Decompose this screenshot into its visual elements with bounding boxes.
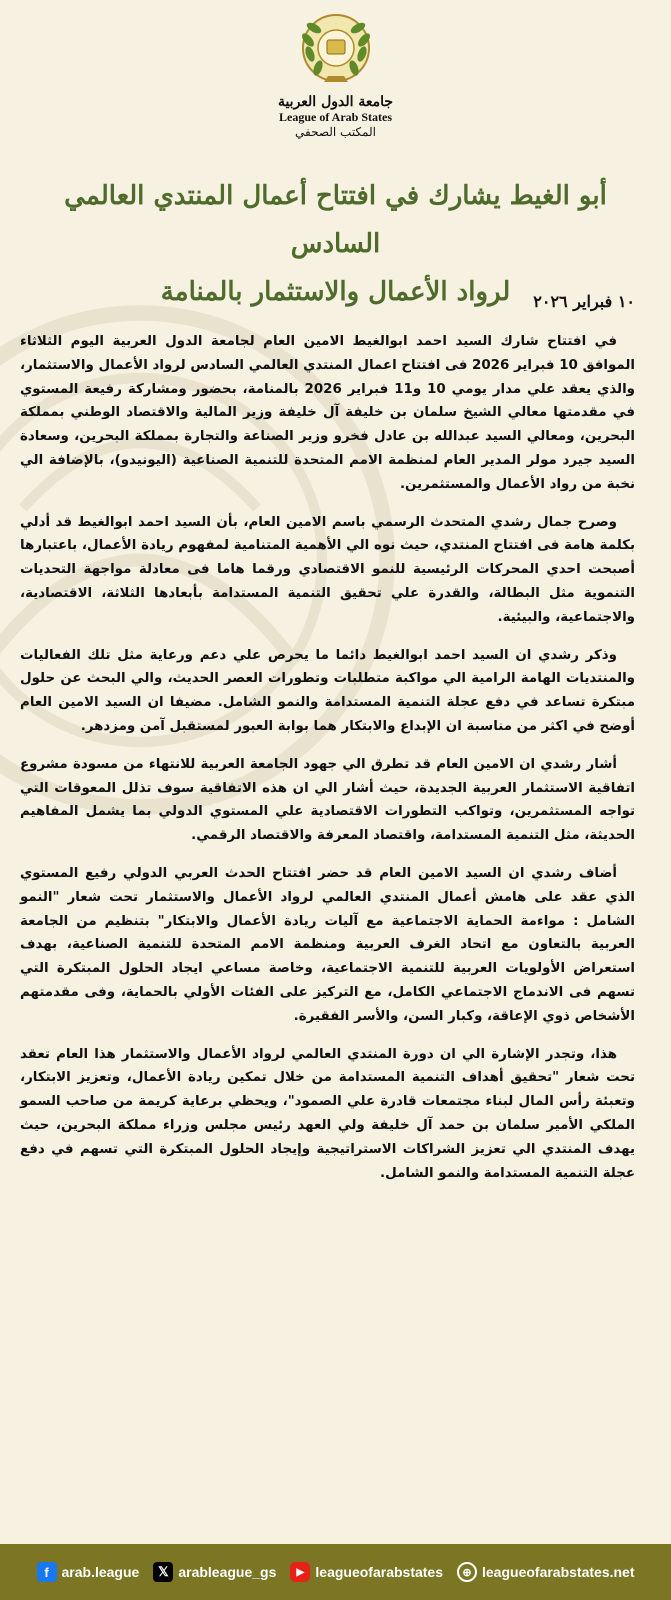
letterhead: [0, 10, 671, 140]
article-body: [20, 330, 635, 1199]
x-handle: arableague_gs: [178, 1564, 277, 1580]
facebook-link[interactable]: [37, 1562, 140, 1582]
release-date: ١٠ فبراير ٢٠٢٦: [533, 292, 635, 311]
globe-icon: ⊕: [457, 1562, 477, 1582]
headline-line-1: أبو الغيط يشارك في افتتاح أعمال المنتدي العالمي السادس: [64, 181, 607, 259]
facebook-icon: f: [37, 1562, 57, 1582]
paragraph: وذكر رشدي ان السيد احمد ابوالغيط دائما ما يحرص علي دعم ورعاية مثل تلك الفعاليات والمنتديات الهامة الرامية الي مواكبة متطلبات وتطورات العصر الحديث، والي البحث عن حلول مبتكرة تساعد في دفع عجلة التنمية المستدامة والنمو الشامل. مضيفا ان السيد الامين العام أوضح في اكثر من مناسبة ان الإبداع والابتكار هما بوابة العبور لمستقبل آمن ومزدهر.: [20, 647, 635, 734]
youtube-handle: leagueofarabstates: [315, 1564, 443, 1580]
paragraph: وصرح جمال رشدي المتحدث الرسمي باسم الامين العام، بأن السيد احمد ابوالغيط قد أدلي بكلمة هامة فى افتتاح المنتدي، حيث نوه الي الأهمية المتنامية لمفهوم ريادة الأعمال، باعتبارها أصبحت احدي المحركات الرئيسية للنمو الاقتصادي ورقما هاما فى معادلة مواجهة التحديات التنموية مثل البطالة، والقدرة علي تحقيق التنمية المستدامة بأبعادها الثلاثة، الاقتصادية، والاجتماعية، والبيئية.: [20, 514, 635, 625]
paragraph: هذا، وتجدر الإشارة الي ان دورة المنتدي العالمي لرواد الأعمال والاستثمار هذا العام تعقد تحت شعار "تحقيق أهداف التنمية المستدامة من خلال تمكين ريادة الأعمال، وتعزيز الابتكار، وتعبئة رأس المال لبناء مجتمعات قادرة علي الصمود"، ويحظي برعاية كريمة من صاحب السمو الملكي الأمير سلمان بن حمد آل خليفة ولي العهد رئيس مجلس وزراء مملكة البحرين، حيث يهدف المنتدي الي تعزيز الشراكات الاستراتيجية وإيجاد الحلول المبتكرة التي تسهم في دفع عجلة التنمية المستدامة والنمو الشامل.: [20, 1046, 635, 1181]
website-url: leagueofarabstates.net: [482, 1564, 635, 1580]
arab-league-emblem-icon: [296, 10, 376, 90]
website-link[interactable]: [457, 1562, 635, 1582]
x-link[interactable]: [153, 1562, 276, 1582]
paragraph: أضاف رشدي ان السيد الامين العام قد حضر افتتاح الحدث العربي الدولي رفيع المستوي الذي عقد على هامش أعمال المنتدي العالمي لرواد الأعمال والاستثمار تحت شعار "النمو الشامل : مواءمة الحماية الاجتماعية مع آليات ريادة الأعمال والابتكار" بتنظيم من الجامعة العربية بالتعاون مع اتحاد الغرف العربية ومنظمة الامم المتحدة للتنمية الصناعية، بهدف استعراض الأولويات العربية للتنمية الاجتماعية، وخاصة مساعي ايجاد الحلول المبتكرة التي تسهم فى الاندماج الاجتماعي الكامل، مع التركيز على الفئات الأولي بالحماية، وفى مقدمتهم الأشخاص ذوي الإعاقة، وكبار السن، والأسر الفقيرة.: [20, 865, 635, 1024]
x-icon: 𝕏: [153, 1562, 173, 1582]
paragraph: أشار رشدي ان الامين العام قد تطرق الي جهود الجامعة العربية للانتهاء من مسودة مشروع اتفاقية الاستثمار العربية الجديدة، حيث أشار الي ان هذه الاتفاقية سوف تذلل المعوقات التي تواجه المستثمرين، وتواكب التطورات الاقتصادية علي المستوي الدولي بما يشمل المفاهيم الحديثة، مثل التنمية المستدامة، واقتصاد المعرفة والاقتصاد الرقمي.: [20, 756, 635, 844]
press-office-label: المكتب الصحفي: [295, 125, 376, 139]
paragraph: في افتتاح شارك السيد احمد ابوالغيط الامين العام لجامعة الدول العربية اليوم الثلاثاء الموافق 10 فبراير 2026 فى افتتاح اعمال المنتدي العالمي السادس لرواد الأعمال والاستثمار، والذي يعقد علي مدار يومي 10 و11 فبراير 2026 بالمنامة، بحضور ومشاركة رفيعة المستوي في مقدمتها معالي الشيخ سلمان بن خليفة آل خليفة وزير المالية والاقتصاد الوطني بمملكة البحرين، ومعالي السيد عبدالله بن عادل فخرو وزير الصناعة والتجارة بمملكة البحرين، وسعادة السيد جيرد مولر المدير العام لمنظمة الامم المتحدة للتنمية الصناعية (اليونيدو)، بالإضافة الي نخبة من رواد الأعمال والمستثمرين.: [20, 334, 635, 492]
organization-name-arabic: جامعة الدول العربية: [277, 94, 394, 110]
headline-line-2: لرواد الأعمال والاستثمار بالمنامة: [160, 277, 511, 307]
social-footer: [0, 1544, 671, 1600]
organization-name-english: League of Arab States: [279, 110, 392, 124]
facebook-handle: arab.league: [61, 1564, 140, 1580]
youtube-link[interactable]: [290, 1562, 443, 1582]
youtube-icon: ▶: [290, 1562, 310, 1582]
